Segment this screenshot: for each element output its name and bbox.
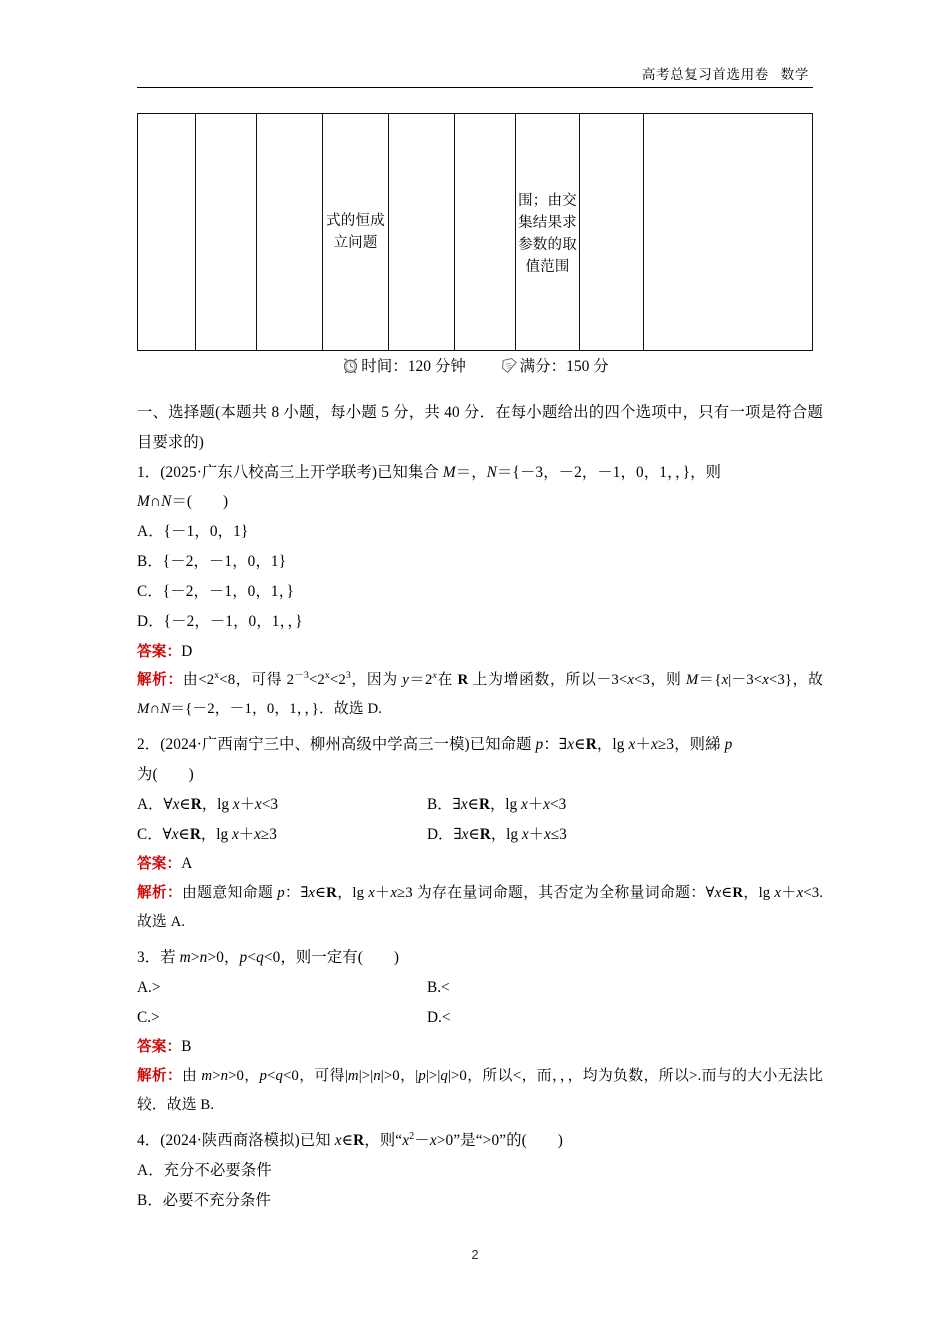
question-1-stem-text: 已知集合 M＝，N＝{－3，－2，－1，0，1，，}，则	[377, 463, 722, 481]
score-item	[500, 354, 609, 376]
question-2-answer	[137, 849, 823, 879]
question-1-answer-value: D	[181, 642, 193, 660]
question-3-option-b[interactable]: B.<	[427, 978, 450, 996]
question-3-options-row-2	[137, 1003, 823, 1033]
question-3-options-row-1	[137, 973, 823, 1003]
question-3-stem-text: 若 m>n>0，p<q<0，则一定有( )	[160, 948, 400, 966]
time-item	[341, 354, 466, 376]
question-1-answer	[137, 637, 823, 667]
question-1-option-c[interactable]: C．{－2，－1，0，1，}	[137, 582, 295, 600]
question-2-stem-line2: 为( )	[137, 765, 194, 783]
question-4	[137, 1126, 823, 1215]
question-2-stem-text: 已知命题 p：∃x∈R，lg x＋x≥3，则綈 p	[469, 736, 733, 754]
page-number: 2	[471, 1247, 479, 1262]
table-cell-4	[323, 114, 389, 351]
question-2-stem	[137, 730, 823, 760]
question-3-analysis	[137, 1062, 823, 1120]
question-1-stem-line2: M∩N＝( )	[137, 493, 229, 511]
question-1-option-a[interactable]: A．{－1，0，1}	[137, 523, 249, 541]
exam-score-label: 满分：150 分	[519, 358, 609, 375]
question-1-analysis	[137, 666, 823, 724]
exam-time-label: 时间：120 分钟	[361, 358, 466, 375]
question-2-analysis-text: 由题意知命题 p：∃x∈R，lg x＋x≥3 为存在量词命题，其否定为全称量词命题：∀x∈R，lg x＋x<3.故选 A.	[137, 885, 823, 931]
question-3-option-a[interactable]: A.>	[137, 978, 161, 996]
question-1-option-d[interactable]: D．{－2，－1，0，1，，}	[137, 612, 303, 630]
exam-content	[137, 398, 823, 1215]
alarm-clock-icon	[341, 356, 360, 375]
question-3-number: 3．	[137, 948, 161, 966]
question-3-answer-value: B	[181, 1038, 192, 1056]
question-4-option-b[interactable]: B．必要不充分条件	[137, 1191, 271, 1209]
question-3-stem	[137, 943, 823, 973]
page-header	[137, 46, 813, 88]
header-title	[642, 63, 809, 83]
question-2-option-b[interactable]: B．∃x∈R，lg x＋x<3	[427, 795, 567, 813]
header-book-title: 高考总复习首选用卷	[641, 67, 769, 82]
analysis-label: 解析：	[137, 1068, 182, 1085]
question-2-number: 2．	[137, 736, 161, 754]
question-4-stem	[137, 1126, 823, 1156]
table-cell-3	[257, 114, 323, 351]
table-cell-9	[644, 114, 813, 351]
answer-label: 答案：	[137, 856, 182, 873]
answer-label: 答案：	[137, 643, 182, 660]
table-cell-1	[138, 114, 196, 351]
question-2-option-c[interactable]: C．∀x∈R，lg x＋x≥3	[137, 825, 277, 843]
question-3-option-c[interactable]: C.>	[137, 1008, 160, 1026]
question-2-option-d[interactable]: D．∃x∈R，lg x＋x≤3	[427, 825, 567, 843]
question-1-option-b[interactable]: B．{－2，－1，0，1}	[137, 553, 287, 571]
exam-paper-icon	[500, 356, 519, 375]
question-2-source: (2024·广西南宁三中、柳州高级中学高三一模)	[160, 736, 470, 754]
question-1-number: 1．	[137, 463, 161, 481]
question-4-number: 4．	[137, 1131, 161, 1149]
question-1-stem	[137, 458, 823, 488]
question-3-analysis-text: 由 m>n>0，p<q<0，可得|m|>|n|>0，|p|>|q|>0，所以<，而，，，均为负数，所以>.而与的大小无法比较．故选 B.	[137, 1068, 824, 1114]
answer-label: 答案：	[137, 1039, 182, 1056]
question-3	[137, 943, 823, 1120]
question-3-answer	[137, 1032, 823, 1062]
table-cell-7-text: 围；由交集结果求参数的取值范围	[518, 192, 577, 276]
question-4-stem-text: 已知 x∈R，则“$x^2-x>0$”是“>0”的( )	[299, 1130, 564, 1149]
table-cell-7	[516, 114, 580, 351]
analysis-label: 解析：	[137, 885, 182, 902]
table-cell-5	[389, 114, 455, 351]
table-cell-8	[580, 114, 644, 351]
question-2-options-row-2	[137, 820, 823, 850]
question-2-options-row-1	[137, 790, 823, 820]
exam-meta-line	[137, 354, 813, 376]
question-1-source: (2025·广东八校高三上开学联考)	[160, 463, 378, 481]
question-2-option-a[interactable]: A．∀x∈R，lg x＋x<3	[137, 795, 278, 813]
question-3-option-d[interactable]: D.<	[427, 1008, 451, 1026]
question-2	[137, 730, 823, 937]
question-1-analysis-text: 由$<2^x<8$，可得 $2^{-3}<2^x<2^3$，因为 $y=2^x$在 R 上为增函数，所以－3<x<3，则 M＝{x|－3<x<3}，故 M∩N＝{－2，－1，0，1，，}．故选 D.	[137, 670, 823, 718]
table-cell-6	[455, 114, 516, 351]
question-2-answer-value: A	[181, 855, 193, 873]
continued-table	[137, 113, 813, 351]
question-1	[137, 458, 823, 724]
question-2-analysis	[137, 879, 823, 937]
header-subject: 数学	[780, 67, 809, 82]
question-4-option-a[interactable]: A．充分不必要条件	[137, 1161, 272, 1179]
question-4-source: (2024·陕西商洛模拟)	[160, 1131, 300, 1149]
analysis-label: 解析：	[137, 672, 183, 689]
table-cell-2	[196, 114, 257, 351]
section-heading: 一、选择题(本题共 8 小题，每小题 5 分，共 40 分．在每小题给出的四个选项中，只有一项是符合题目要求的)	[137, 404, 823, 451]
table-cell-4-text: 式的恒成立问题	[326, 212, 385, 251]
